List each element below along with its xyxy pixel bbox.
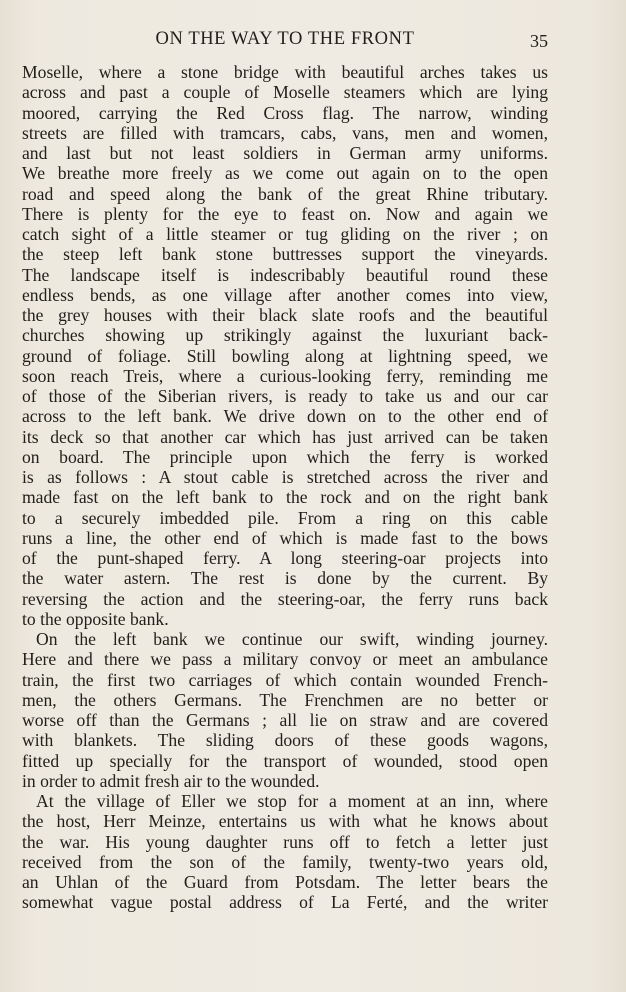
text-line: On the left bank we continue our swift, winding journey.: [36, 629, 548, 649]
text-line: endless bends, as one village after another comes into view,: [22, 284, 548, 305]
text-line: catch sight of a little steamer or tug gliding on the river ; on: [22, 224, 548, 244]
text-line: the water astern. The rest is done by the current. By: [22, 568, 548, 589]
text-line: the war. His young daughter runs off to fetch a letter just: [22, 831, 548, 852]
text-line: to a securely imbedded pile. From a ring on this cable: [22, 507, 548, 528]
text-line: churches showing up strikingly against the luxuriant back-: [22, 325, 548, 346]
text-line: and last but not least soldiers in German army uniforms.: [22, 143, 548, 163]
text-line: moored, carrying the Red Cross flag. The narrow, winding: [22, 102, 548, 123]
text-line: worse off than the Germans ; all lie on straw and are covered: [22, 710, 548, 730]
text-line: the host, Herr Meinze, entertains us with what he knows about: [22, 811, 548, 832]
page-header: [22, 28, 548, 50]
text-line: ground of foliage. Still bowling along at lightning speed, we: [22, 345, 548, 366]
text-line: in order to admit fresh air to the wounded.: [22, 770, 320, 791]
text-line: streets are filled with tramcars, cabs, vans, men and women,: [22, 122, 548, 143]
text-line: Here and there we pass a military convoy or meet an ambulance: [22, 649, 548, 670]
text-line: its deck so that another car which has just arrived can be taken: [22, 426, 548, 447]
text-line: reversing the action and the steering-oar, the ferry runs back: [22, 588, 548, 609]
body-text: [22, 62, 548, 913]
text-line: to the opposite bank.: [22, 608, 169, 629]
text-line: of the punt-shaped ferry. A long steering-oar projects into: [22, 548, 548, 568]
text-line: There is plenty for the eye to feast on. Now and again we: [22, 203, 548, 224]
text-line: on board. The principle upon which the ferry is worked: [22, 446, 548, 467]
page-number: 35: [530, 31, 548, 51]
text-line: across and past a couple of Moselle steamers which are lying: [22, 82, 548, 103]
running-head: ON THE WAY TO THE FRONT: [155, 29, 415, 49]
text-line: somewhat vague postal address of La Ferté, and the writer: [22, 892, 548, 913]
text-line: road and speed along the bank of the great Rhine tributary.: [22, 183, 548, 204]
text-line: soon reach Treis, where a curious-looking ferry, reminding me: [22, 365, 548, 386]
text-line: We breathe more freely as we come out again on to the open: [22, 163, 548, 184]
text-line: is as follows : A stout cable is stretched across the river and: [22, 467, 548, 487]
text-line: with blankets. The sliding doors of these goods wagons,: [22, 730, 548, 751]
text-line: made fast on the left bank to the rock and on the right bank: [22, 487, 548, 508]
text-line: train, the first two carriages of which contain wounded French-: [22, 669, 548, 690]
text-line: Moselle, where a stone bridge with beautiful arches takes us: [22, 62, 548, 82]
text-line: an Uhlan of the Guard from Potsdam. The letter bears the: [22, 872, 548, 892]
text-line: fitted up specially for the transport of wounded, stood open: [22, 750, 548, 771]
text-line: the steep left bank stone buttresses support the vineyards.: [22, 244, 548, 265]
text-line: the grey houses with their black slate roofs and the beautiful: [22, 305, 548, 325]
text-line: The landscape itself is indescribably beautiful round these: [22, 264, 548, 285]
text-line: received from the son of the family, twenty-two years old,: [22, 851, 548, 872]
text-line: men, the others Germans. The Frenchmen are no better or: [22, 689, 548, 710]
text-line: across to the left bank. We drive down on to the other end of: [22, 406, 548, 427]
text-line: At the village of Eller we stop for a moment at an inn, where: [36, 791, 548, 811]
text-line: of those of the Siberian rivers, is ready to take us and our car: [22, 386, 548, 406]
text-line: runs a line, the other end of which is made fast to the bows: [22, 527, 548, 548]
